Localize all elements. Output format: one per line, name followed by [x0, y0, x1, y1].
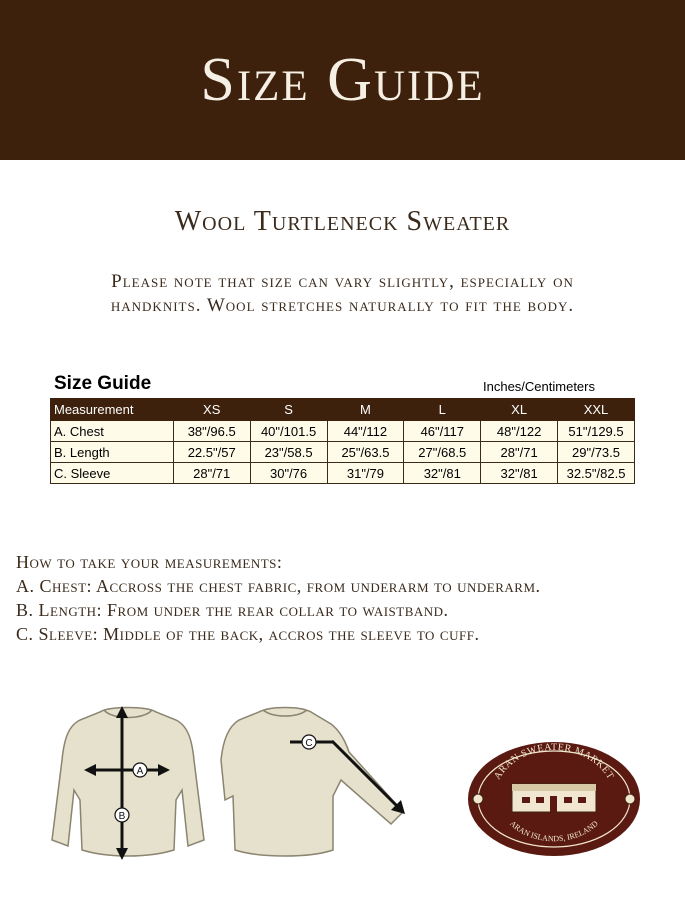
logo-top-text-path: ARAN SWEATER MARKET	[492, 741, 616, 782]
table-cell: 27"/68.5	[404, 442, 481, 463]
header-banner	[0, 0, 685, 160]
header-cell: XS	[173, 399, 250, 421]
table-cell: 28"/71	[173, 463, 250, 484]
size-table	[50, 398, 635, 484]
sweater-back-body	[221, 708, 403, 857]
table-cell: 38"/96.5	[173, 421, 250, 442]
logo-right-ornament	[625, 794, 635, 804]
marker-c-label: C	[305, 738, 313, 749]
table-cell: 40"/101.5	[250, 421, 327, 442]
note-line-2: handknits. Wool stretches naturally to fit the body.	[110, 295, 575, 316]
table-cell: C. Sleeve	[51, 463, 174, 484]
sweater-front-body	[52, 708, 204, 857]
logo-cottage-roof	[512, 784, 596, 791]
table-cell: 31"/79	[327, 463, 404, 484]
page-title: Size Guide	[200, 45, 485, 114]
instruction-length: B. Length: From under the rear collar to waistband.	[16, 600, 449, 620]
sweater-back-diagram	[215, 700, 415, 865]
logo-cottage-window-1	[522, 797, 530, 803]
table-cell: 48"/122	[481, 421, 558, 442]
table-header-row	[51, 399, 635, 421]
units-label: Inches/Centimeters	[483, 379, 595, 394]
table-cell: B. Length	[51, 442, 174, 463]
table-cell: 25"/63.5	[327, 442, 404, 463]
instruction-chest: A. Chest: Accross the chest fabric, from underarm to underarm.	[16, 576, 541, 596]
instruction-sleeve: C. Sleeve: Middle of the back, accros the sleeve to cuff.	[16, 624, 480, 644]
aran-sweater-market-logo	[466, 740, 642, 858]
table-row	[51, 421, 635, 442]
header-cell: M	[327, 399, 404, 421]
measurement-instructions	[16, 550, 681, 646]
table-row	[51, 463, 635, 484]
table-cell: 22.5"/57	[173, 442, 250, 463]
header-cell: XL	[481, 399, 558, 421]
table-cell: A. Chest	[51, 421, 174, 442]
header-cell: XXL	[558, 399, 635, 421]
table-cell: 29"/73.5	[558, 442, 635, 463]
table-cell: 28"/71	[481, 442, 558, 463]
sweater-front-diagram	[48, 700, 208, 865]
logo-cottage-window-4	[578, 797, 586, 803]
header-cell: L	[404, 399, 481, 421]
table-cell: 46"/117	[404, 421, 481, 442]
logo-left-ornament	[473, 794, 483, 804]
logo-cottage-window-2	[536, 797, 544, 803]
marker-a-label: A	[136, 766, 144, 777]
table-cell: 32.5"/82.5	[558, 463, 635, 484]
note-line-1: Please note that size can vary slightly, especially on	[111, 271, 574, 292]
instructions-heading: How to take your measurements:	[16, 552, 283, 572]
logo-cottage-door	[550, 796, 557, 812]
logo-cottage-window-3	[564, 797, 572, 803]
logo-bottom-text-path: ARAN ISLANDS, IRELAND	[508, 818, 600, 844]
table-cell: 44"/112	[327, 421, 404, 442]
header-cell: S	[250, 399, 327, 421]
table-cell: 30"/76	[250, 463, 327, 484]
header-cell: Measurement	[51, 399, 174, 421]
product-title: Wool Turtleneck Sweater	[174, 206, 511, 237]
table-cell: 51"/129.5	[558, 421, 635, 442]
table-cell: 32"/81	[404, 463, 481, 484]
size-note	[60, 270, 625, 318]
table-cell: 23"/58.5	[250, 442, 327, 463]
table-row	[51, 442, 635, 463]
table-cell: 32"/81	[481, 463, 558, 484]
marker-b-label: B	[118, 811, 126, 822]
table-title: Size Guide	[54, 373, 152, 394]
